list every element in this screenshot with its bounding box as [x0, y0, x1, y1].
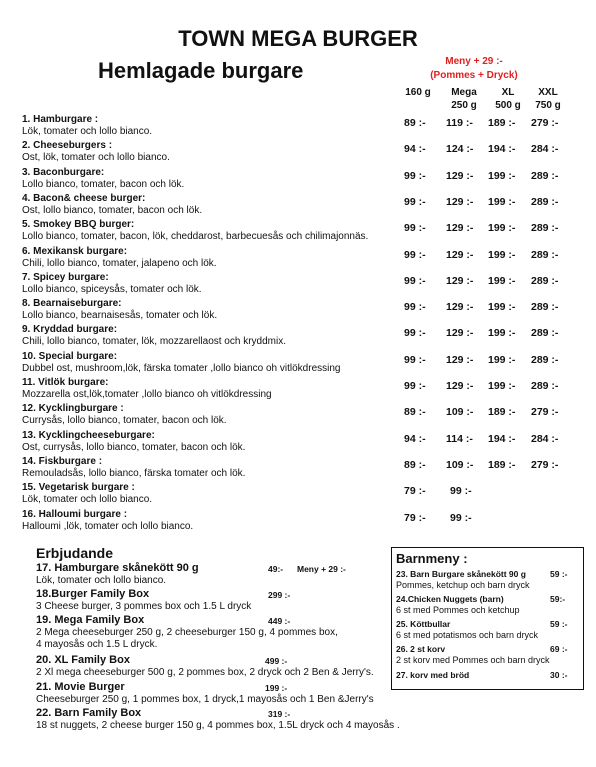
erbjudande-title: Erbjudande	[36, 545, 114, 561]
item-name: 16. Halloumi burgare :	[22, 508, 128, 520]
kids-item-price: 59 :-	[550, 619, 568, 629]
offer-price: 299 :-	[268, 590, 291, 600]
kids-item-price: 59 :-	[550, 569, 568, 579]
kids-item-name: 25. Köttbullar	[396, 619, 451, 629]
item-name: 9. Kryddad burgare:	[22, 324, 118, 336]
item-name: 4. Bacon& cheese burger:	[22, 192, 146, 204]
kids-item-name: 26. 2 st korv	[396, 644, 446, 654]
offer-extra: Meny + 29 :-	[297, 564, 346, 574]
offer-name: 22. Barn Family Box	[36, 707, 142, 719]
item-price: 99 :-	[404, 353, 426, 366]
item-price: 109 :-	[446, 406, 474, 419]
kids-item-name: 23. Barn Burgare skånekött 90 g	[396, 569, 526, 579]
meny-note	[418, 55, 530, 83]
item-price: 119 :-	[446, 117, 473, 129]
size-header: XXL 750 g	[535, 87, 561, 111]
item-price: 99 :-	[404, 248, 426, 261]
item-description: Chili, lollo bianco, tomater, lök, mozzarellaost och kryddmix.	[22, 336, 286, 348]
kids-item-description: 2 st korv med Pommes och barn dryck	[396, 655, 550, 665]
item-price: 129 :-	[446, 222, 474, 235]
item-price: 124 :-	[446, 143, 474, 156]
kids-item-description: 6 st med Pommes och ketchup	[396, 605, 520, 615]
kids-item-price: 69 :-	[550, 644, 568, 654]
item-price: 199 :-	[488, 301, 516, 314]
item-price: 94 :-	[404, 143, 426, 156]
item-name: 11. Vitlök burgare:	[22, 377, 109, 388]
offer-price: 199 :-	[265, 683, 288, 693]
item-name: 2. Cheeseburgers :	[22, 140, 113, 152]
item-price: 89 :-	[404, 406, 426, 419]
item-price: 284 :-	[531, 143, 559, 156]
offer-name: 21. Movie Burger	[36, 681, 125, 693]
item-price: 129 :-	[446, 301, 474, 314]
item-name: 8. Bearnaiseburgare:	[22, 298, 122, 310]
item-description: Currysås, lollo bianco, tomater, bacon och lök.	[22, 415, 227, 427]
offer-description: 18 st nuggets, 2 cheese burger 150 g, 4 pommes box, 1.5L dryck och 4 mayosås .	[36, 720, 400, 731]
item-price: 94 :-	[404, 432, 426, 445]
offer-description: Lök, tomater och lollo bianco.	[36, 575, 167, 586]
offer-description: 2 Mega cheeseburger 250 g, 2 cheeseburger 150 g, 4 pommes box,	[36, 627, 338, 638]
item-price: 129 :-	[446, 169, 474, 182]
item-name: 3. Baconburgare:	[22, 166, 105, 178]
item-name: 10. Special burgare:	[22, 350, 118, 362]
item-price: 189 :-	[488, 458, 516, 471]
item-price: 199 :-	[488, 327, 516, 340]
item-price: 194 :-	[488, 143, 516, 156]
kids-item-name: 27. korv med bröd	[396, 670, 470, 680]
meny-price: Meny + 29 :-	[445, 56, 503, 67]
item-price: 129 :-	[446, 327, 474, 340]
kids-item-description: Pommes, ketchup och barn dryck	[396, 580, 530, 590]
offer-name: 17. Hamburgare skånekött 90 g	[36, 562, 199, 574]
offer-price: 49:-	[268, 564, 284, 574]
item-name: 7. Spicey burgare:	[22, 271, 109, 283]
item-price: 109 :-	[446, 458, 474, 471]
item-price: 279 :-	[531, 458, 559, 471]
item-price: 284 :-	[531, 432, 559, 445]
item-price: 89 :-	[404, 117, 426, 129]
item-description: Lök, tomater och lollo bianco.	[22, 126, 153, 137]
offer-price: 449 :-	[268, 616, 291, 626]
item-price: 199 :-	[488, 195, 516, 208]
kids-item-name: 24.Chicken Nuggets (barn)	[396, 594, 504, 604]
item-price: 199 :-	[488, 222, 516, 235]
item-description: Dubbel ost, mushroom,lök, färska tomater ,lollo bianco oh vitlökdressing	[22, 362, 341, 374]
item-price: 129 :-	[446, 380, 474, 392]
item-price: 279 :-	[531, 117, 559, 129]
item-name: 12. Kycklingburgare :	[22, 403, 124, 415]
item-description: Lollo bianco, spiceysås, tomater och lök.	[22, 283, 202, 295]
item-price: 129 :-	[446, 248, 474, 261]
item-price: 129 :-	[446, 353, 474, 366]
item-name: 1. Hamburgare :	[22, 114, 99, 125]
item-description: Ost, lollo bianco, tomater, bacon och lök.	[22, 204, 203, 216]
item-price: 129 :-	[446, 195, 474, 208]
item-price: 289 :-	[531, 301, 559, 314]
item-price: 79 :-	[404, 511, 426, 524]
offer-description: 2 Xl mega cheeseburger 500 g, 2 pommes box, 2 dryck och 2 Ben & Jerry's.	[36, 667, 374, 678]
item-price: 199 :-	[488, 353, 516, 366]
barnmeny-title: Barnmeny :	[396, 551, 468, 566]
item-price: 289 :-	[531, 380, 559, 392]
item-price: 194 :-	[488, 432, 516, 445]
kids-item-description: 6 st med potatismos och barn dryck	[396, 630, 539, 640]
item-price: 289 :-	[531, 274, 559, 287]
item-price: 199 :-	[488, 380, 516, 392]
item-description: Remouladsås, lollo bianco, färska tomater och lök.	[22, 467, 246, 479]
item-description: Mozzarella ost,lök,tomater ,lollo bianco oh vitlökdressing	[22, 389, 272, 400]
item-price: 189 :-	[488, 406, 516, 419]
item-price: 129 :-	[446, 274, 474, 287]
size-header: Mega 250 g	[451, 87, 477, 111]
item-description: Ost, currysås, lollo bianco, tomater, bacon och lök.	[22, 441, 246, 453]
item-price: 99 :-	[404, 222, 426, 235]
item-description: Lollo bianco, tomater, bacon och lök.	[22, 178, 185, 190]
offer-name: 18.Burger Family Box	[36, 588, 150, 600]
offer-description: 3 Cheese burger, 3 pommes box och 1.5 L dryck	[36, 601, 252, 612]
offer-description: Cheeseburger 250 g, 1 pommes box, 1 dryck,1 mayosås och 1 Ben &Jerry's	[36, 694, 374, 705]
item-name: 13. Kycklingcheeseburgare:	[22, 429, 155, 441]
item-price: 114 :-	[446, 432, 473, 445]
item-name: 15. Vegetarisk burgare :	[22, 482, 135, 494]
kids-item-price: 59:-	[550, 594, 566, 604]
item-price: 189 :-	[488, 117, 516, 129]
item-price: 289 :-	[531, 169, 559, 182]
restaurant-title: TOWN MEGA BURGER	[178, 26, 418, 51]
item-price: 99 :-	[404, 301, 426, 314]
item-price: 199 :-	[488, 274, 516, 287]
item-description: Lollo bianco, tomater, bacon, lök, cheddarost, barbecuesås och chilimajonnäs.	[22, 231, 369, 243]
item-description: Chili, lollo bianco, tomater, jalapeno och lök.	[22, 257, 217, 269]
offer-name: 20. XL Family Box	[36, 654, 130, 666]
item-price: 99 :-	[404, 169, 426, 182]
item-price: 289 :-	[531, 248, 559, 261]
item-price: 199 :-	[488, 248, 516, 261]
meny-contents: (Pommes + Dryck)	[430, 70, 518, 81]
item-price: 79 :-	[404, 485, 426, 498]
offer-price: 499 :-	[265, 656, 288, 666]
item-price: 99 :-	[404, 380, 426, 392]
item-price: 289 :-	[531, 195, 559, 208]
item-price: 99 :-	[404, 327, 426, 340]
item-price: 289 :-	[531, 353, 559, 366]
size-header: XL 500 g	[495, 87, 521, 111]
item-name: 6. Mexikansk burgare:	[22, 245, 128, 257]
item-name: 14. Fiskburgare :	[22, 455, 103, 467]
offer-name: 19. Mega Family Box	[36, 614, 145, 626]
item-description: Halloumi ,lök, tomater och lollo bianco.	[22, 520, 194, 532]
size-header: 160 g	[405, 87, 431, 98]
offer-description: 4 mayosås och 1.5 L dryck.	[36, 639, 158, 650]
offer-price: 319 :-	[268, 709, 291, 719]
item-price: 99 :-	[450, 511, 472, 524]
item-price: 89 :-	[404, 458, 426, 471]
item-description: Lollo bianco, bearnaisesås, tomater och lök.	[22, 310, 218, 322]
item-price: 99 :-	[404, 274, 426, 287]
item-description: Lök, tomater och lollo bianco.	[22, 494, 153, 506]
item-description: Ost, lök, tomater och lollo bianco.	[22, 152, 170, 164]
item-name: 5. Smokey BBQ burger:	[22, 219, 135, 231]
item-price: 279 :-	[531, 406, 559, 419]
menu-subtitle: Hemlagade burgare	[98, 58, 304, 83]
item-price: 289 :-	[531, 327, 559, 340]
kids-item-price: 30 :-	[550, 670, 568, 680]
item-price: 199 :-	[488, 169, 516, 182]
item-price: 99 :-	[450, 485, 472, 498]
item-price: 289 :-	[531, 222, 559, 235]
item-price: 99 :-	[404, 195, 426, 208]
